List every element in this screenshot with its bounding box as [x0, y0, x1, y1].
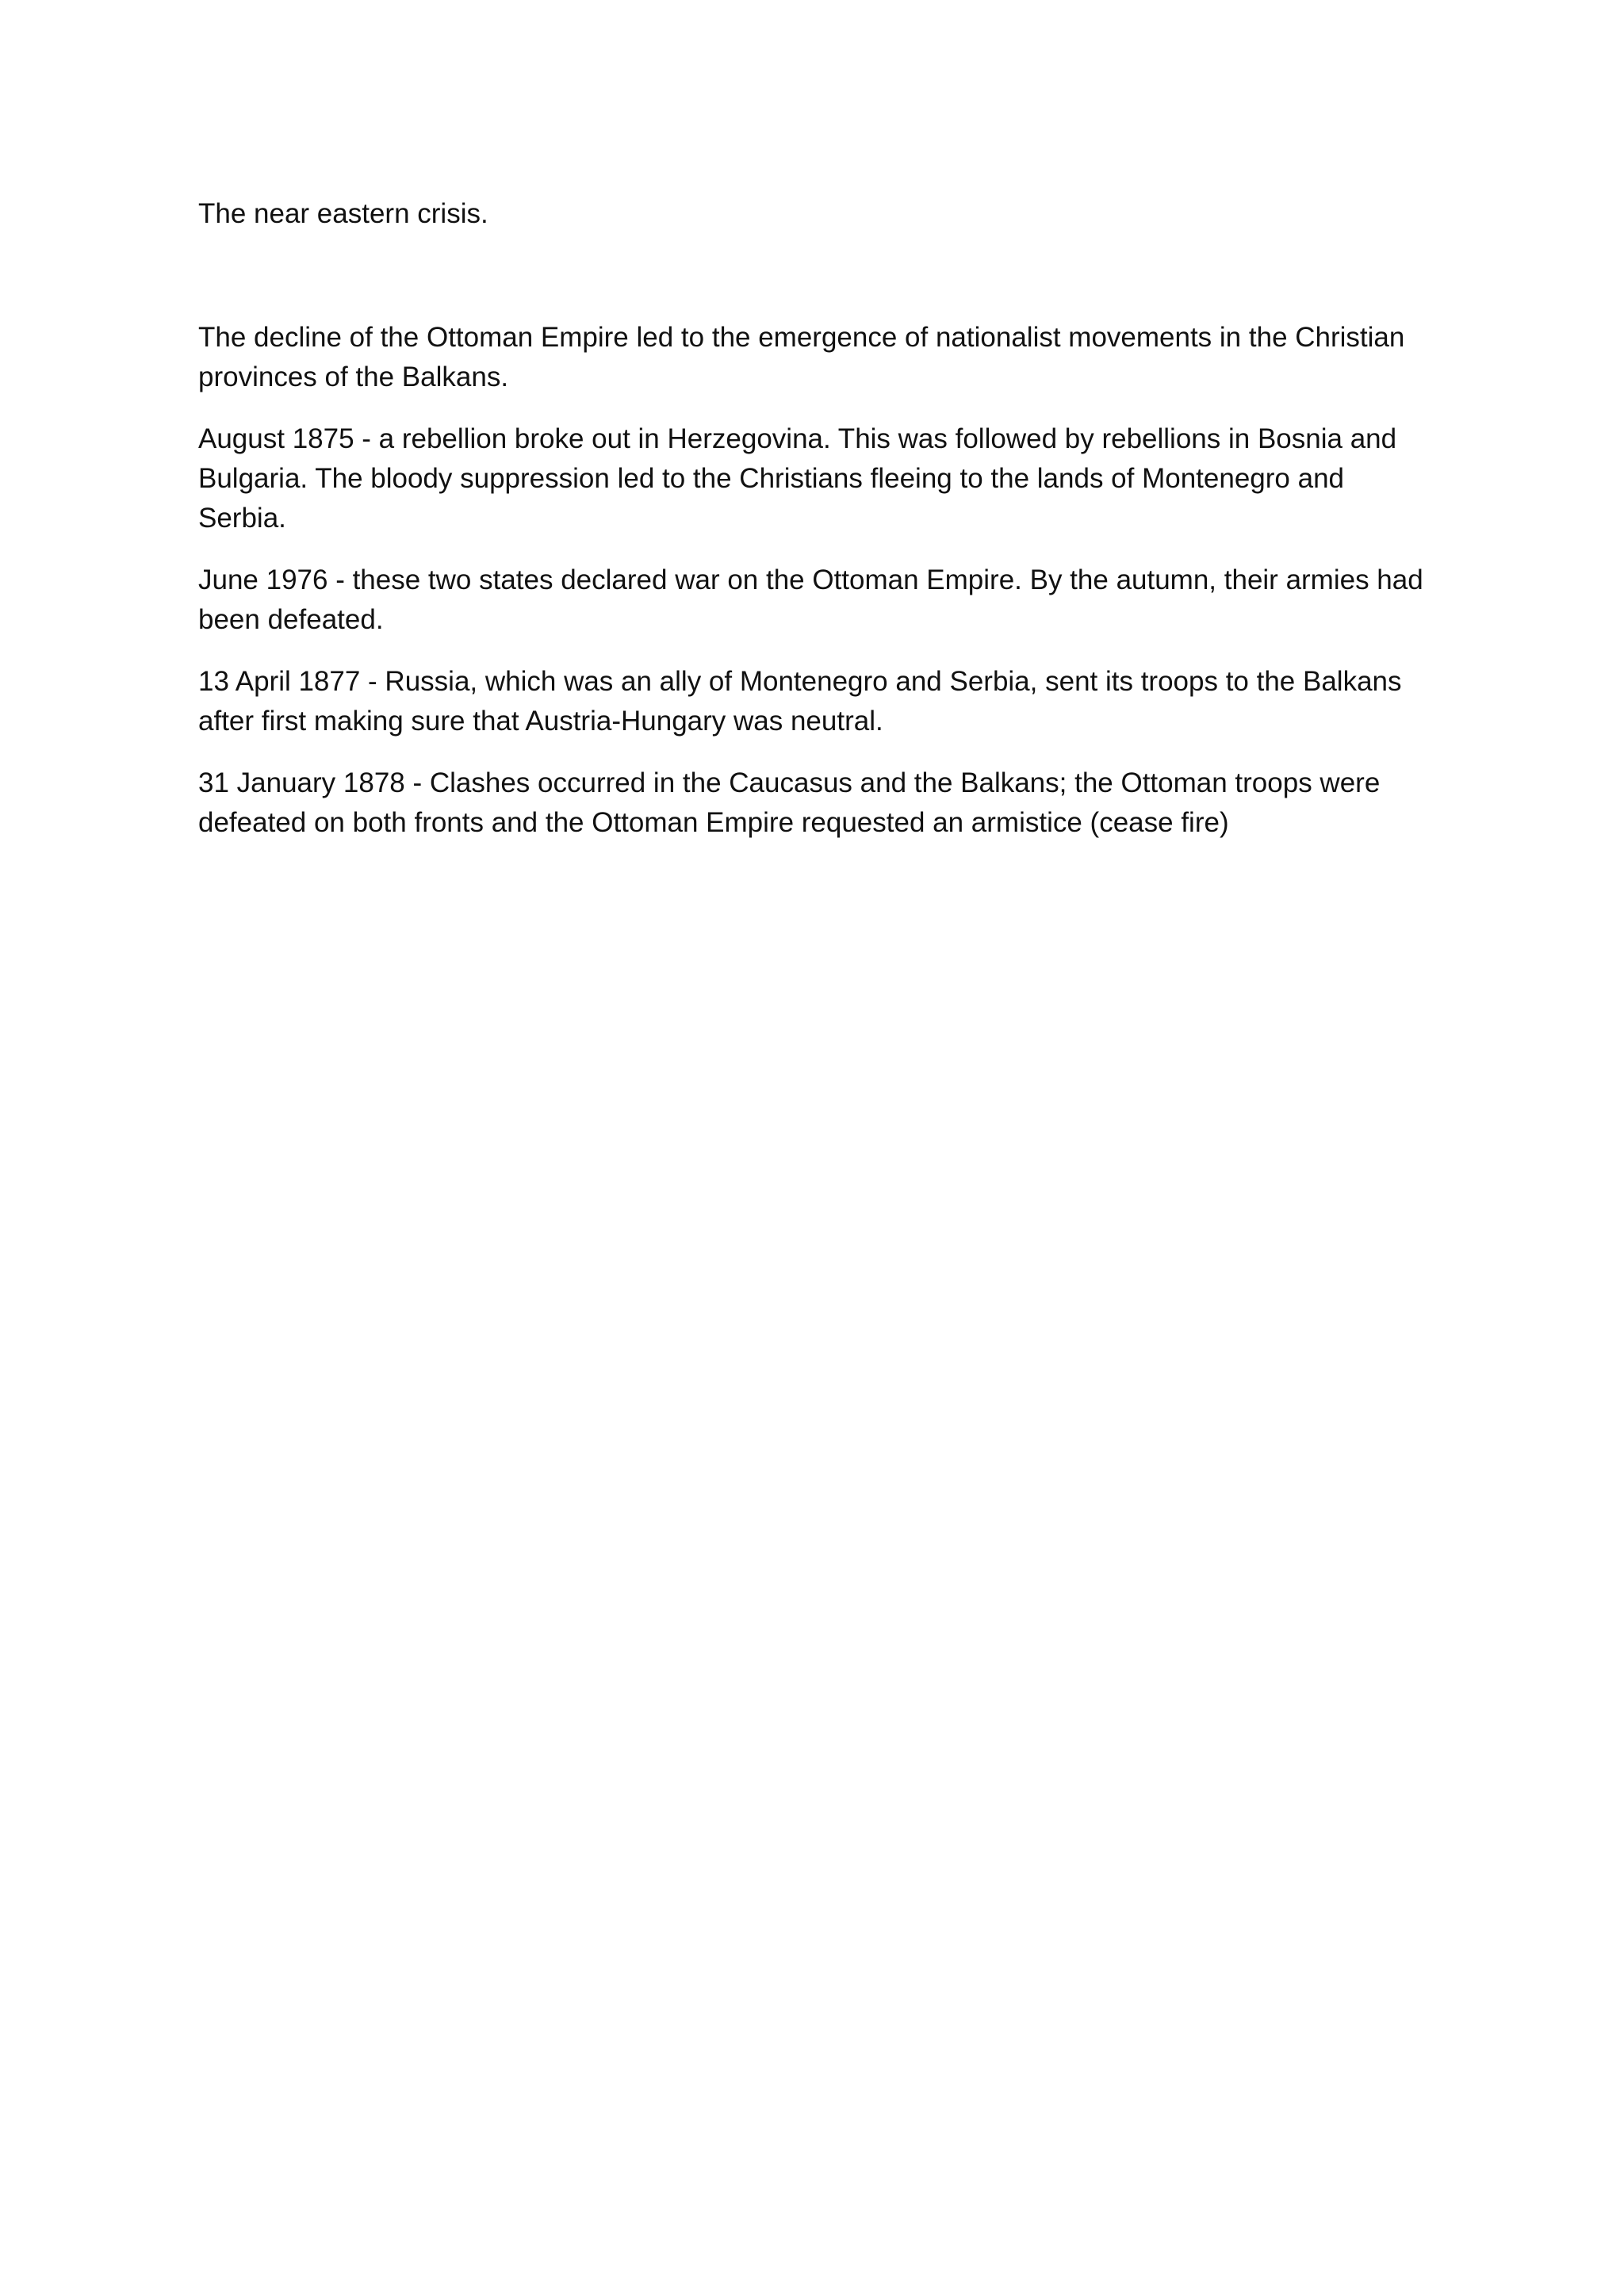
- paragraph-1875: August 1875 - a rebellion broke out in Herzegovina. This was followed by rebellions in Bosnia and Bulgaria. The bloody suppression led to the Christians fleeing to the lands of Montenegro and Serbia.: [198, 423, 1397, 534]
- document-title: The near eastern crisis.: [198, 198, 488, 229]
- paragraph-decline: The decline of the Ottoman Empire led to the emergence of nationalist movements in the Christian provinces of the Balkans.: [198, 322, 1405, 392]
- paragraph-1877: 13 April 1877 - Russia, which was an ally of Montenegro and Serbia, sent its troops to the Balkans after first making sure that Austria-Hungary was neutral.: [198, 666, 1402, 737]
- document-body: [198, 194, 1435, 865]
- paragraph-1976: June 1976 - these two states declared war on the Ottoman Empire. By the autumn, their armies had been defeated.: [198, 564, 1423, 635]
- paragraph-1878: 31 January 1878 - Clashes occurred in the Caucasus and the Balkans; the Ottoman troops were defeated on both fronts and the Ottoman Empire requested an armistice (cease fire): [198, 767, 1381, 838]
